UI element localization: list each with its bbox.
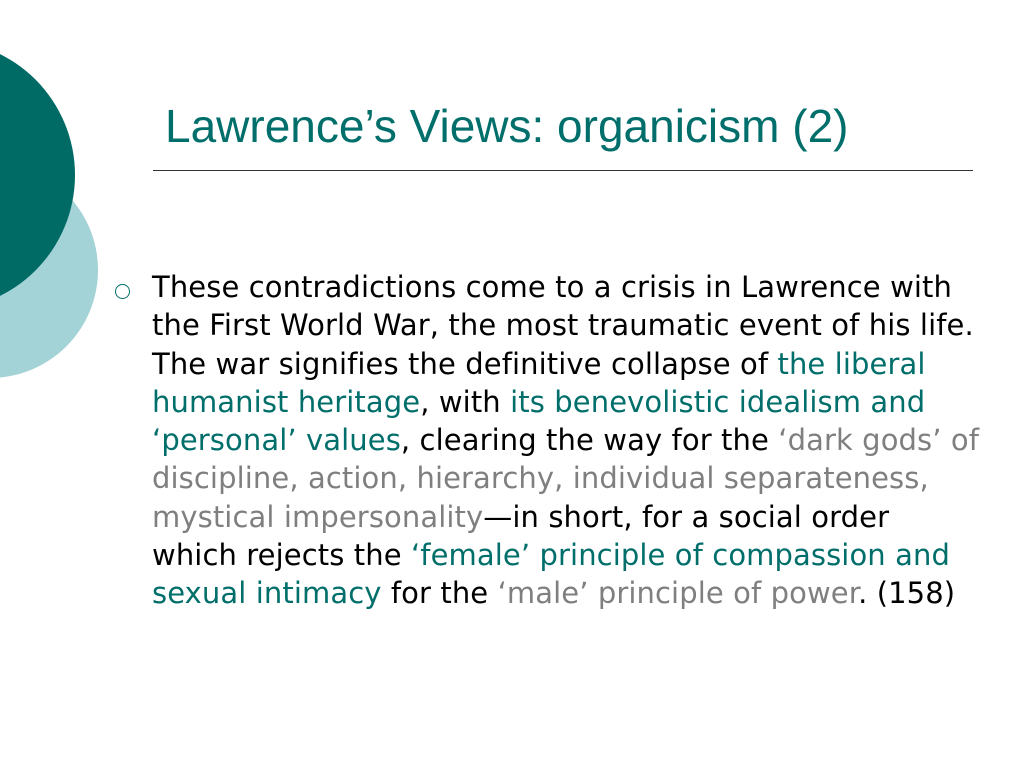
body-text-plain: , with <box>420 384 511 419</box>
body-text-plain: —in short, for a social order which rejects the <box>152 499 890 573</box>
slide-title: Lawrence’s Views: organicism (2) <box>165 100 849 152</box>
title-divider <box>153 170 973 171</box>
teal-highlight-phrase: the liberal humanist heritage <box>152 346 926 419</box>
gray-highlight-phrase: ‘male’ principle of power <box>497 576 859 611</box>
body-text-plain: , clearing the way for the <box>400 423 779 458</box>
light-teal-circle <box>0 162 98 378</box>
body-text-plain: . (158) <box>858 576 956 611</box>
gray-highlight-phrase: ‘dark gods’ of discipline, action, hierarchy, individual separateness, mystical impersonality <box>152 423 980 534</box>
body-text-plain: for the <box>381 576 498 611</box>
teal-highlight-phrase: ‘female’ principle of compassion and sexual intimacy <box>152 538 950 611</box>
teal-highlight-phrase: its benevolistic idealism and ‘personal’ values <box>152 384 926 458</box>
bullet-text <box>152 268 982 613</box>
hollow-circle-bullet-icon <box>115 284 130 299</box>
body-text-plain: These contradictions come to a crisis in Lawrence with the First World War, the most traumatic event of his life. The war signifies the definitive collapse of <box>152 270 974 381</box>
dark-teal-circle <box>0 40 75 310</box>
